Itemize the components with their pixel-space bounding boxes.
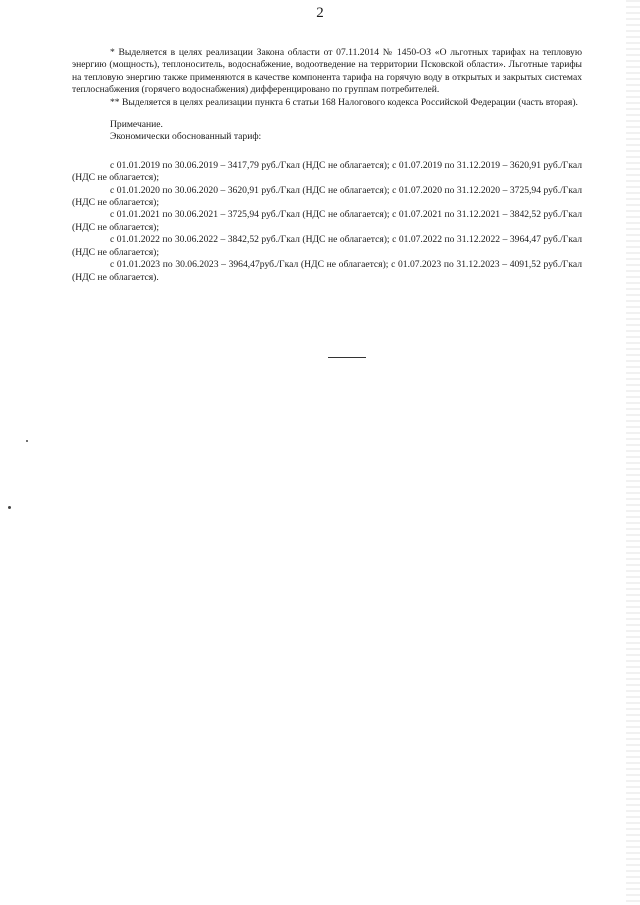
note-block [72, 119, 582, 144]
footnote-single-asterisk: * Выделяется в целях реализации Закона области от 07.11.2014 № 1450-ОЗ «О льготных тарифах на тепловую энергию (мощность), теплоноситель, водоснабжение, водоотведение на территории Псковской области». Льготные тарифы на тепловую энергию также применяются в качестве компонента тарифа на горячую воду в открытых и закрытых системах теплоснабжения (горячего водоснабжения) дифференцировано по группам потребителей. [72, 47, 582, 96]
tariff-line-2023: с 01.01.2023 по 30.06.2023 – 3964,47руб./Гкал (НДС не облагается); с 01.07.2023 по 31.12.2023 – 4091,52 руб./Гкал (НДС не облагается). [72, 259, 582, 283]
tariff-line-2022: с 01.01.2022 по 30.06.2022 – 3842,52 руб./Гкал (НДС не облагается); с 01.07.2022 по 31.12.2022 – 3964,47 руб./Гкал (НДС не облагается); [72, 234, 582, 258]
footnote-double-asterisk: ** Выделяется в целях реализации пункта 6 статьи 168 Налогового кодекса Российской Федерации (часть вторая). [110, 96, 578, 108]
end-separator-line [328, 357, 366, 358]
tariff-list [72, 160, 582, 284]
tariff-line-2021: с 01.01.2021 по 30.06.2021 – 3725,94 руб./Гкал (НДС не облагается); с 01.07.2021 по 31.12.2021 – 3842,52 руб./Гкал (НДС не облагается); [72, 209, 582, 233]
document-body [72, 47, 582, 284]
scan-dot-artifact [8, 506, 11, 509]
tariff-line-2020: с 01.01.2020 по 30.06.2020 – 3620,91 руб./Гкал (НДС не облагается); с 01.07.2020 по 31.12.2020 – 3725,94 руб./Гкал (НДС не облагается); [72, 184, 582, 209]
scan-dot-artifact [26, 440, 28, 442]
scan-edge-artifact [626, 0, 640, 905]
page-number: 2 [316, 5, 324, 21]
note-heading: Примечание. [110, 119, 163, 131]
tariff-line-2019: с 01.01.2019 по 30.06.2019 – 3417,79 руб./Гкал (НДС не облагается); с 01.07.2019 по 31.12.2019 – 3620,91 руб./Гкал (НДС не облагается); [72, 159, 582, 184]
note-subheading: Экономически обоснованный тариф: [110, 131, 262, 143]
